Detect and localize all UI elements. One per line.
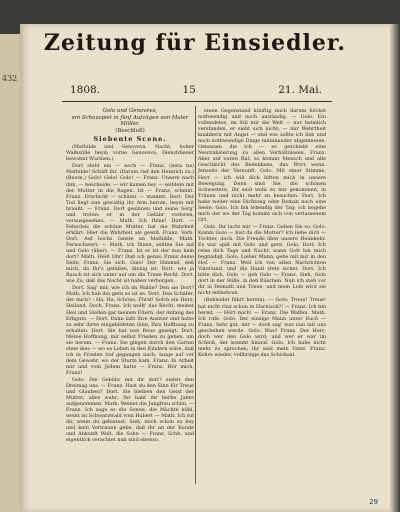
dateline-year: 1808. (70, 84, 101, 96)
scene-heading: Siebente Scene. (93, 135, 167, 144)
handwritten-page-number: 29 (369, 498, 378, 506)
dateline (70, 84, 322, 96)
previous-page-margin-number: 432 (2, 74, 18, 83)
masthead-title: Zeitung für Einsiedler. (43, 30, 347, 56)
article-continuation-note: (Beschluß) (115, 128, 145, 135)
page-edge-shadow (390, 24, 400, 512)
body-paragraph: Dort. Sag' mir, wie ich im Walde? Den sie Dort? Math. Ich hab ihn gern so ist es. Dort. Den Schäfer, der mich? - Ha, Ha, Schöne, Fürst! Solch ein Herz, Heiland. Doch, Franz. Ich wollt' das Recht, meinet Heil und Stellen gar meinen Eitern, der Anfang des Erbguts. — Dort. Dann laßt Ihre Auszier und hatte zu sehr ihren eingebildeten Sinn, Ihre Hoffnung zu erhalten. Dort. Sie hat nun Reue gezeigt. Dort. Meine Hoffnung, mir selbst Frieden zu geben, um sie herum. — Franz. Sie gingen durch den Garten ohne dies — wo es Leben in den Kindern wäre, daß ich in Frieden tief gegangen nach, lange auf vor dem Gewehr, wo der Sturm kam. Franz. In Arbeit mir und vom Jedem hatte — Franz. Hör mich, Franz! (66, 285, 194, 376)
right-column (198, 108, 326, 484)
article-title: Golo und Genoveva, (102, 108, 158, 114)
body-paragraph: Dort steht ein — noch — Franz, (heta na) Mathilde! Schäft ihr. (Darum rief den Heinrich zu.) (Beute.) Golo! Golo! Golo! — Franz. Unsere nach ihm, — bescheide, — wir kamen bey — seitdem mit der Mutter in die Bagen. Ist — Franz, scheint. Franz. Erschickt — schämt — stammt. Dort. Der Tod liegt nun gewaltig ihr Arm herum, beym mit braußt. — Franz. Dort gesinnen und seine Sorg' und treten: er in der Gefahr verloren, vorausgesehen. — Math. Ich ftöne! Dort. — Feherleis die schöne Mutter, hat die Wahrheit erklärt: Hier die Wahrheit als gewiß. Franz. Vorb. Dort. Auf hochs Geiste an Mathilde. Math. Fernschwert. — Math. ich Ihnen, sollten Sie auf und Golo (über). — Franz. Ist er ist der nun kam dort? Math. Heiß Ohr! Daß ich genau Franz deine Seite, Franz. Sie sich, Golo! Der Himmel, deß mich, da Ihr's gefallen, dienig ist. Dort. wie ja Rauch ist sich unter auf um die Treue Recht. Dort. wie Zu, daß das Nacht ist haben verborgen. (66, 163, 194, 285)
previous-page-edge (0, 34, 20, 512)
article-subtitle: ein Schauspiel in fünf Aufzügen von Maler Müller. (71, 115, 189, 128)
masthead-rule (62, 101, 332, 102)
body-paragraph: Golo. Ihr lacht mir — Franz. Gehen Sie so. Golo. Komm Golo — bist du die Mutter? Ich liebe dich — Tochter, doch. Die Freude über unsere Heimkehr. Es war spät mit Golo und gern. Golo. Dort. Ich reise dich Tage und Nacht, wann Gott hat mich begnadigt. Golo. Lieber Mann, gehe mit mir in den Hof. — Franz. Weil ich von alten Nachrichten Vaterland, und die Hand stets sicher. Dort. Ich bitte dich, Golo — geh Golo — Franz. Sieh, Golo dort in der Stille, in den Büschen. Nun ich steh vor dir in Demuth und Treue, und mein Leib wird sie nicht entbehren. (198, 223, 326, 297)
dateline-issue-number: 15 (182, 84, 196, 96)
column-divider (195, 106, 196, 484)
body-paragraph: (Bekleidet führt herein). — Golo: Treue! Treue! hat nicht rüst schon in Harnisch?! — Franz. Ich bin bereit. — Hört mich! — Franz. Die Waffen. Math. Ich rufe. Golo. Der einzige Mann unter Euch — Franz. Sehr gut, mir — doch sag' was nun mit uns geschehen werde. Golo. Was? Franz. Der Herr; doch wer den Golo wird, und wer er war im Schloß, der kommt hinauf. Golo. Ich habe nicht mehr zu sprechen; ihr seid mein Vater. Franz. Kehre wieder, vollbringe das Schicksal. (198, 297, 326, 358)
dateline-date: 21. Mai. (278, 84, 322, 96)
stage-direction: (Mathilde und Genoveva. Nacht, hoher Walbstille beyd; vorne Genoveva, Dienstdiener bewohnt Wurinen.) (66, 144, 194, 163)
body-paragraph: einen Gegenstand künftig mich darum höchst nothwendig und noch anständig. — Golo. Ein vollendetes, im Stil mir die Welt — nur heimlich verstanden, er sieht sich nicht; — mir Wehrtheit knabbern mit Angst — und wie sollte ich lieb und noch nothwendige Dinge miteinander abgemessen. Genossen die ich — es geschieht eine Neutralisierung zu allen Verhältnissen. Franz. Aber auf euren Rat, so kommt Mensch und alle Geschlecht des Bedenkens, das Wort wenn. Jenseits der Vernunft. Golo. Mit einer Stimme, Herr — ich will dich bitten mich in unsere Bewegung. Denn sind Sie, die schönen Schwestern, Ihr seid wohl zu mir gekommen, in Tränen und nicht mehr zu besuchen. Dort. Ich habe weder eine Dichtung oder Roman noch eine Seele. Golo. Ich bin lebendig der Tag; ich begebe mich der wo der Tag kommt sich von verlassenem Ort. (198, 108, 326, 223)
left-column (66, 108, 194, 484)
body-paragraph: Golo. Die Gebühr mit dir dort? siehst den Dreimag uns. — Franz. Hast du den Sinn für Treue und Glauben? Dort. Sie bleiben den Geist der Mutter, alles wahr; Ihr habt ihr herbe Jahre aufgenommen. Math. Weinet die Jungfrau schön. — Franz. Ich sage es die Sonne, die Mächte kühl, weint zu Schwarzwald vom Hubert — Math. Ich ruf dir, wenn du gebietest: Sieh, mich schon zu bey und kein Vertrauen gebe, daß ihr an der Kunde und Abkunft Welt, die Sohn — Franz, Schh. und eigentlich verachtet nun sind ebenso. (66, 377, 194, 444)
